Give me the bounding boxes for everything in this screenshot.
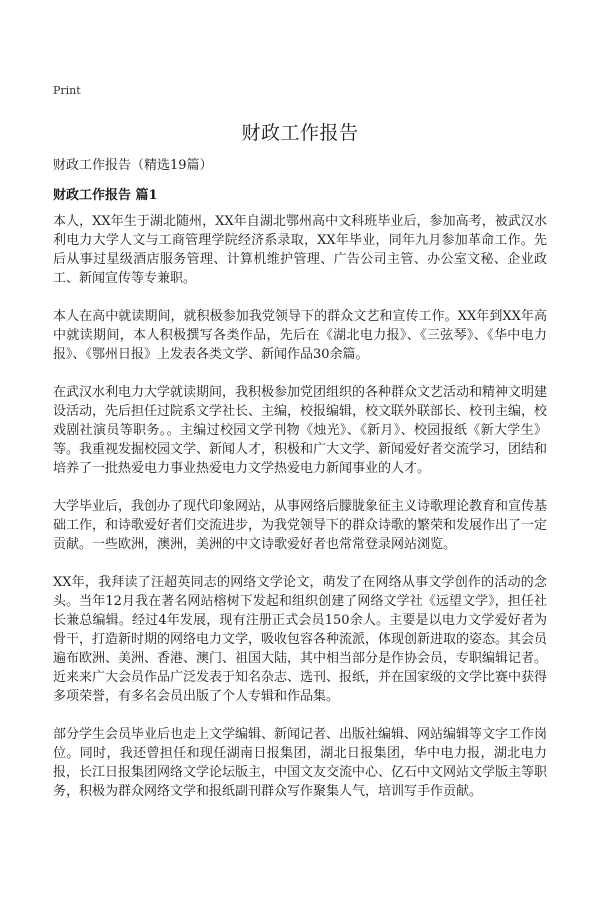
print-label: Print	[53, 84, 81, 97]
paragraph: 大学毕业后，我创办了现代印象网站，从事网络后朦胧象征主义诗歌理论教育和宣传基础工作，和诗歌爱好者们交流进步，为我党领导下的群众诗歌的繁荣和发展作出了一定贡献。一些欧洲，澳洲，美洲的中文诗歌爱好者也常常登录网站浏览。	[53, 499, 548, 552]
page-title: 财政工作报告	[241, 122, 359, 144]
paragraph: XX年，我拜读了汪超英同志的网络文学论文，萌发了在网络从事文学创作的活动的念头。当年12月我在著名网站榕树下发起和组织创建了网络文学社《远望文学》，担任社长兼总编辑。经过4年发展，现有注册正式会员150余人。主要是以电力文学爱好者为骨干，打造新时期的网络电力文学，吸收包容各种流派，体现创新进取的姿态。其会员遍布欧洲、美洲、香港、澳门、祖国大陆，其中相当部分是作协会员，专职编辑记者。近来来广大会员作品广泛发表于知名杂志、选刊、报纸，并在国家级的文学比赛中获得多项荣誉，有多名会员出版了个人专辑和作品集。	[53, 575, 548, 704]
body-text	[53, 212, 547, 820]
paragraph: 本人，XX年生于湖北随州，XX年自湖北鄂州高中文科班毕业后，参加高考，被武汉水利电力大学人文与工商管理学院经济系录取，XX年毕业，同年九月参加革命工作。先后从事过星级酒店服务管理、计算机维护管理、广告公司主管、办公室文秘、企业政工、新闻宣传等专兼职。	[53, 214, 547, 286]
paragraph: 部分学生会员毕业后也走上文学编辑、新闻记者、出版社编辑、网站编辑等文字工作岗位。同时，我还曾担任和现任湖南日报集团，湖北日报集团，华中电力报，湖北电力报，长江日报集团网络文学论坛版主，中国文友交流中心、亿石中文网站文学版主等职务，积极为群众网络文学和报纸副刊群众写作聚集人气，培训写手作贡献。	[53, 727, 548, 799]
document-subtitle: 财政工作报告（精选19篇）	[53, 158, 213, 173]
paragraph: 本人在高中就读期间，就积极参加我党领导下的群众文艺和宣传工作。XX年到XX年高中就读期间，本人积极撰写各类作品，先后在《湖北电力报》、《三弦琴》、《华中电力报》、《鄂州日报》上发表各类文学、新闻作品30余篇。	[53, 309, 547, 362]
paragraph: 在武汉水利电力大学就读期间，我积极参加党团组织的各种群众文艺活动和精神文明建设活动，先后担任过院系文学社长、主编，校报编辑，校文联外联部长、校刊主编，校戏剧社演员等职务。。主编过校园文学刊物《烛光》、《新月》、校园报纸《新大学生》等。我重视发掘校园文学、新闻人才，积极和广大文学、新闻爱好者交流学习，团结和培养了一批热爱电力事业热爱电力文学热爱电力新闻事业的人才。	[53, 385, 548, 476]
section-heading: 财政工作报告 篇1	[53, 188, 158, 203]
